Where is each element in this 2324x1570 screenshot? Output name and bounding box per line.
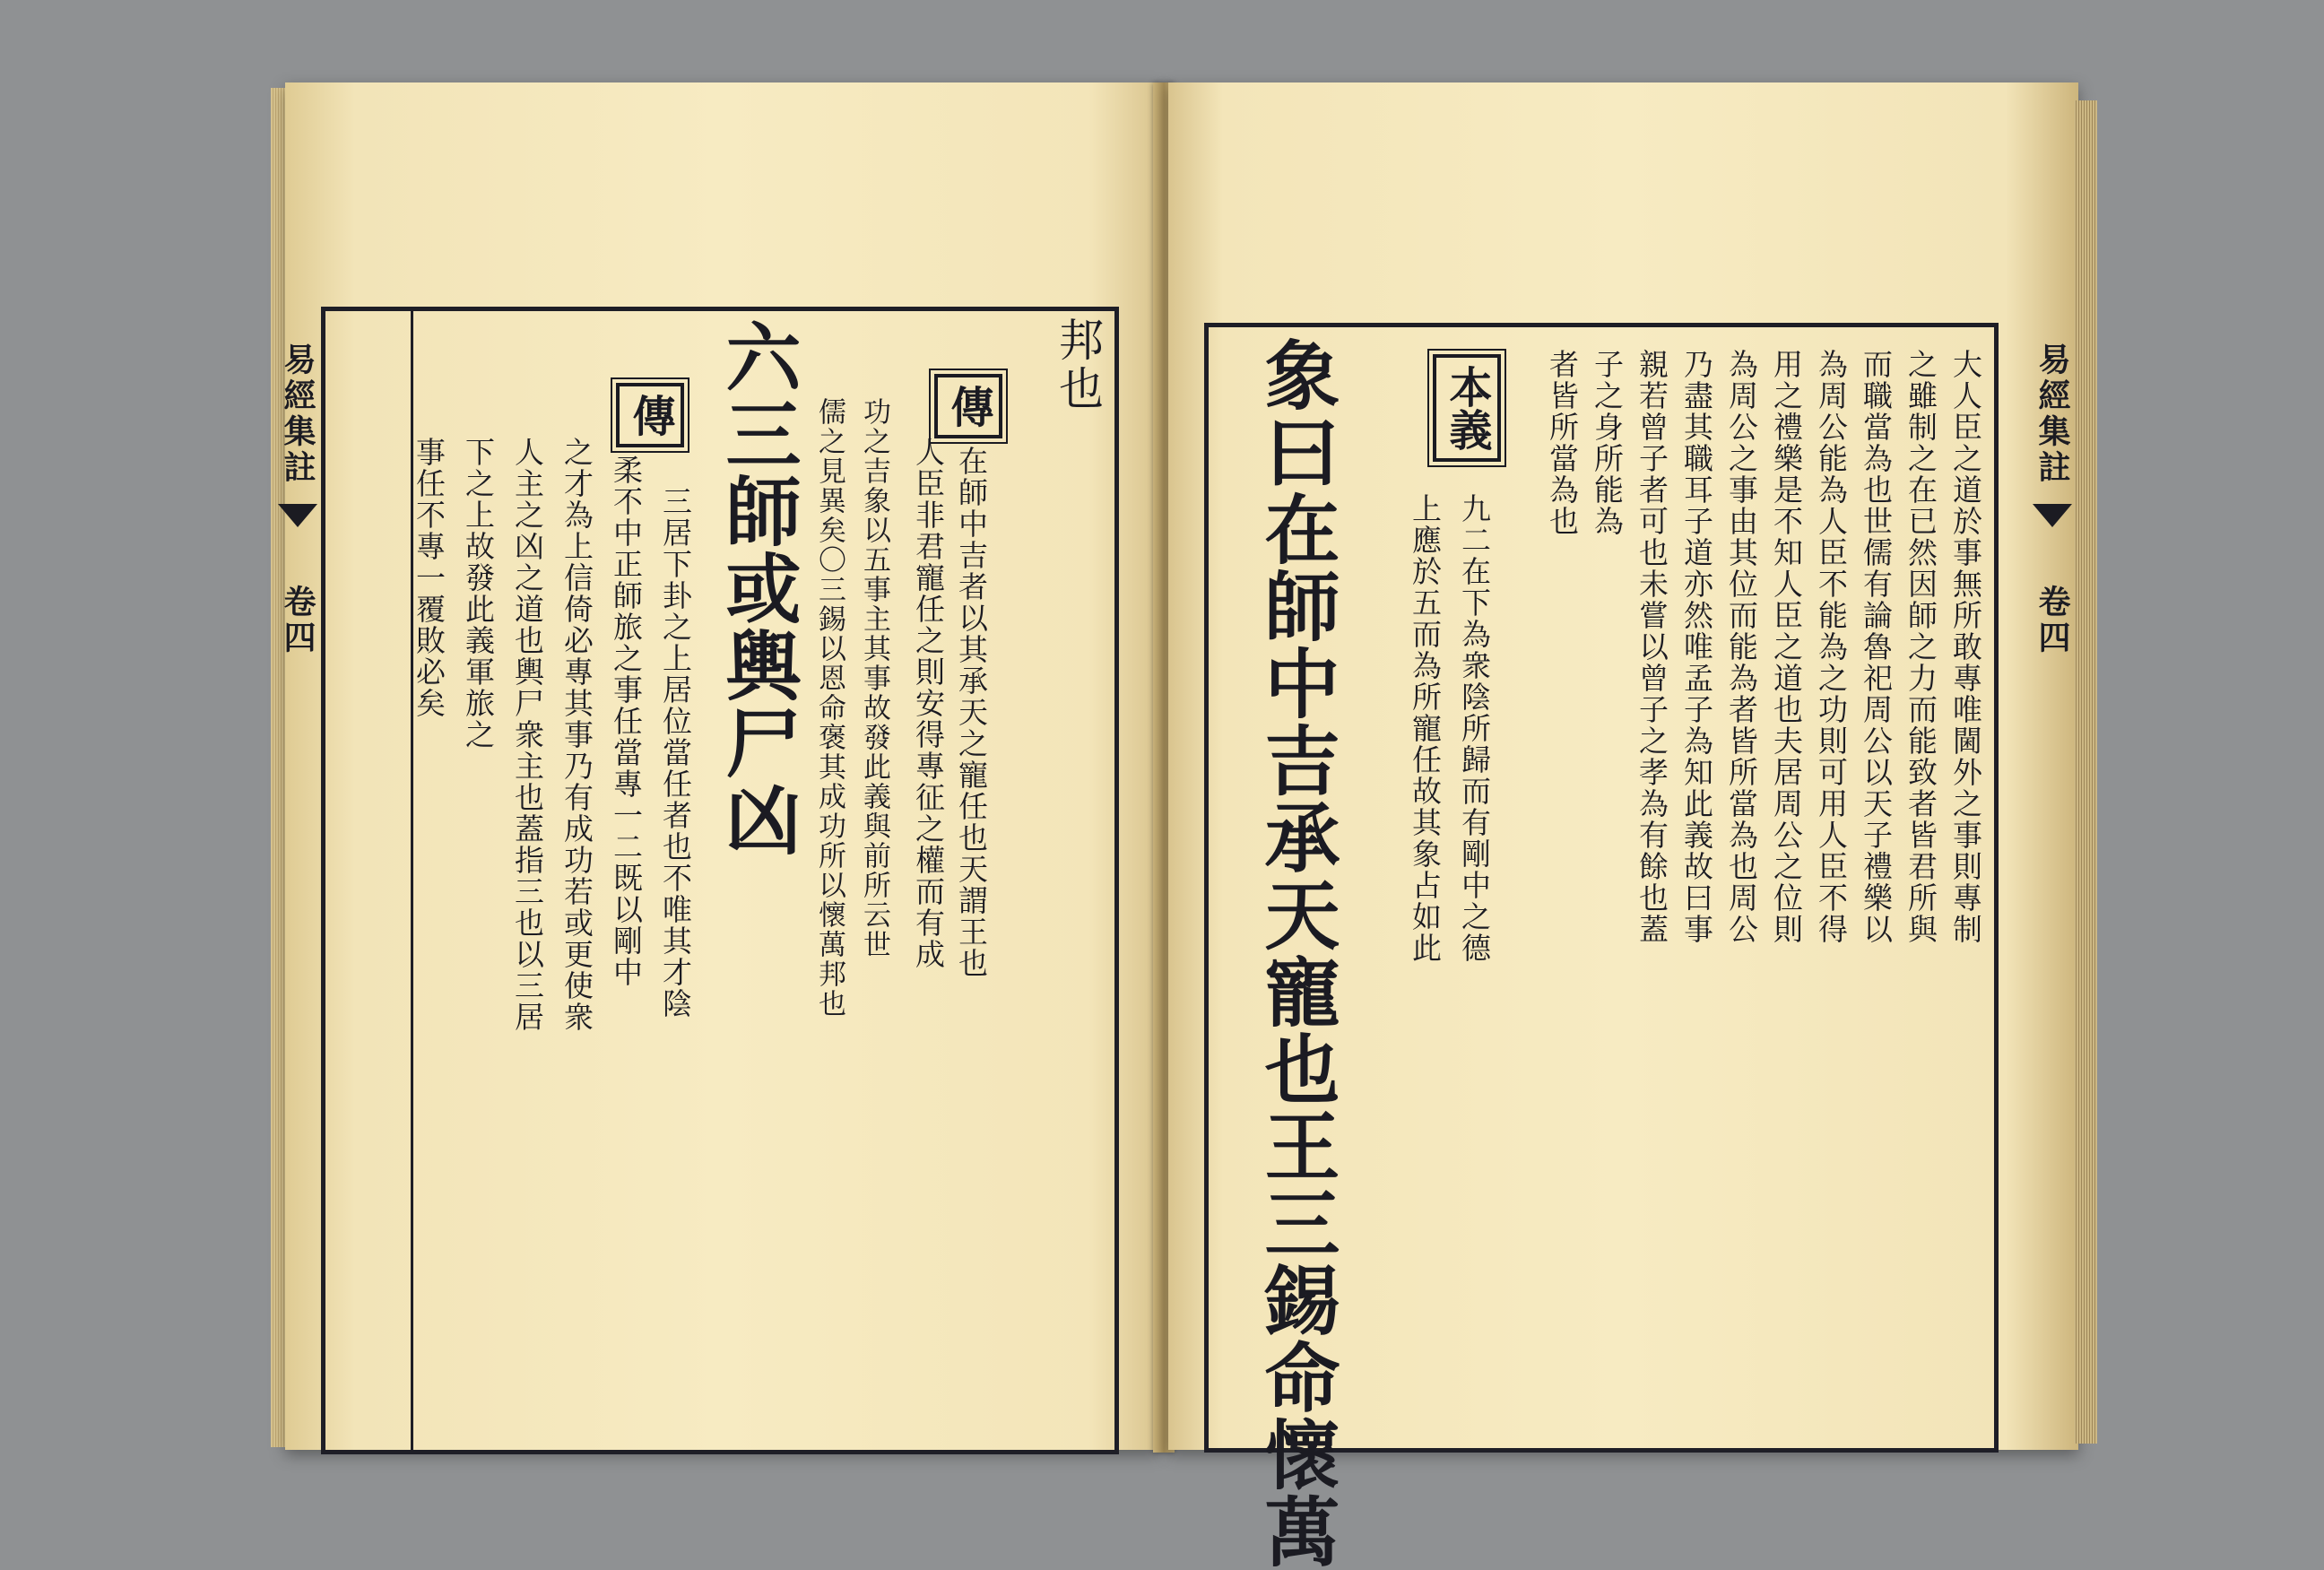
text-column-8: 之才為上信倚必專其事乃有成功若或更使衆 <box>559 437 594 1033</box>
fishtail-mark-right <box>2033 504 2072 527</box>
left-hanshin-volume: 卷四 <box>279 585 317 656</box>
right-hanshin-volume: 卷四 <box>2034 585 2071 656</box>
text-column-11: 九二在下為衆陰所歸而有剛中之德 <box>1457 493 1492 964</box>
text-column-7: 柔不中正師旅之事任當專一二既以剛中 <box>609 455 644 988</box>
text-column-10: 者皆所當為也 <box>1545 349 1580 537</box>
text-column-4: 功之吉象以五事主其事故發此義與前所云世 <box>858 397 890 959</box>
text-column-6: 三居下卦之上居位當任者也不唯其才陰 <box>658 486 693 1019</box>
xiang-heading: 象曰在師中吉承天寵也王三錫命懷萬 <box>1253 336 1341 1570</box>
text-column-9: 子之身所能為 <box>1590 349 1625 537</box>
text-column-5: 儒之見異矣〇三錫以恩命褒其成功所以懷萬邦也 <box>813 397 845 1019</box>
open-book <box>279 82 2078 1570</box>
right-page-edges <box>2074 100 2097 1444</box>
text-column-9: 人主之凶之道也輿尸衆主也蓋指三也以三居 <box>510 437 545 1033</box>
text-column-2: 之雖制之在已然因師之力而能致者皆君所與 <box>1903 349 1938 945</box>
left-page <box>279 82 1159 1450</box>
text-column-1: 大人臣之道於事無所敢專唯閫外之事則專制 <box>1948 349 1983 945</box>
text-column-12: 上應於五而為所寵任故其象占如此 <box>1408 493 1443 964</box>
commentary-label-chuan: 傳 <box>934 374 1002 438</box>
text-column-7: 乃盡其職耳子道亦然唯孟子為知此義故曰事 <box>1679 349 1714 945</box>
right-page <box>1168 82 2078 1570</box>
commentary-label-benyi: 本義 <box>1433 354 1501 462</box>
right-text-frame <box>1204 323 1999 1570</box>
hexagram-line-heading: 六三師或輿尸凶 <box>714 318 802 858</box>
left-hanshin-title: 易經集註 <box>279 343 317 486</box>
right-hanshin-title: 易經集註 <box>2034 343 2071 486</box>
text-column-1: 邦也 <box>1052 317 1104 413</box>
text-column-4: 為周公能為人臣不能為之功則可用人臣不得 <box>1814 349 1849 945</box>
left-text-frame <box>321 307 1119 1454</box>
text-column-3: 人臣非君寵任之則安得專征之權而有成 <box>911 437 946 970</box>
text-column-11: 事任不專一覆敗必矣 <box>412 437 447 719</box>
text-column-5: 用之禮樂是不知人臣之道也夫居周公之位則 <box>1769 349 1804 945</box>
text-column-8: 親若曾子者可也未嘗以曾子之孝為有餘也蓋 <box>1635 349 1669 945</box>
text-column-10: 下之上故發此義軍旅之 <box>461 437 496 750</box>
text-column-6: 為周公之事由其位而能為者皆所當為也周公 <box>1724 349 1759 945</box>
fishtail-mark <box>278 504 317 527</box>
text-column-3: 而職當為也世儒有論魯祀周公以天子禮樂以 <box>1859 349 1894 945</box>
commentary-label-chuan-2: 傳 <box>616 383 684 447</box>
text-column-2: 在師中吉者以其承天之寵任也天謂王也 <box>954 446 989 979</box>
